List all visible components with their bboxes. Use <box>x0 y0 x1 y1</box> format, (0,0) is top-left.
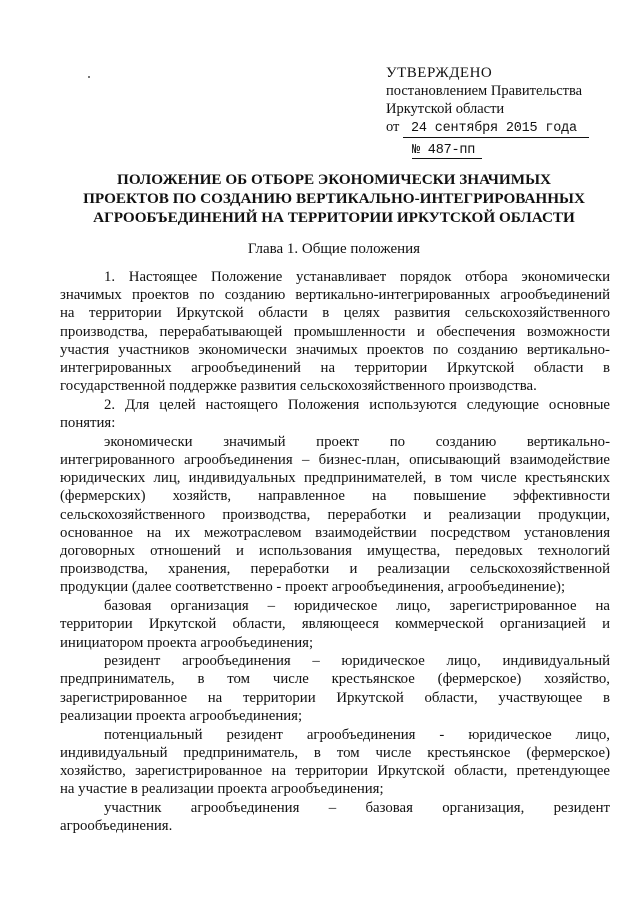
text-line: основанное на их межотраслевом взаимодействии посредством установления <box>60 524 610 541</box>
text-line: агрообъединения. <box>60 818 173 835</box>
scan-speck <box>88 76 90 78</box>
text-line: предприниматель, в том числе крестьянское (фермерское) хозяйство, <box>60 671 610 688</box>
text-line: экономически значимый проект по созданию вертикально- <box>104 433 610 450</box>
text-line: 2. Для целей настоящего Положения используются следующие основные <box>104 396 610 413</box>
text-line: юридических лиц, индивидуальных предпринимателей, в том числе крестьянских <box>60 470 610 487</box>
text-line: производства, перерабатывающей промышленности и обеспечения возможности <box>60 323 610 340</box>
text-line: инициатором проекта агрообъединения; <box>60 634 314 651</box>
text-line: резидент агрообъединения – юридическое лицо, индивидуальный <box>104 653 610 670</box>
text-line: государственной поддержке развития сельскохозяйственного производства. <box>60 378 537 395</box>
approval-number: № 487-пп <box>412 143 482 159</box>
definition-resident <box>60 652 610 725</box>
definition-potential-resident <box>60 726 610 799</box>
approval-date: 24 сентября 2015 года <box>403 121 589 138</box>
text-line: на участие в реализации проекта агрообъединения; <box>60 781 384 798</box>
definition-participant <box>60 799 610 835</box>
approval-line-2: Иркутской области <box>386 101 505 117</box>
approval-line-1: постановлением Правительства <box>386 83 583 99</box>
text-line: на территории Иркутской области в целях развития сельскохозяйственного <box>60 305 610 322</box>
text-line: договорных отношений и использования имущества, передовых технологий <box>60 543 610 560</box>
text-line: интегрированного агрообъединения – бизнес-план, описывающий взаимодействие <box>60 452 610 469</box>
text-line: хозяйство, зарегистрированное на территории Иркутской области, претендующее <box>60 762 610 779</box>
definition-project <box>60 433 610 597</box>
text-line: индивидуальный предприниматель, в том числе крестьянское (фермерское) <box>60 744 610 761</box>
document-title <box>60 170 608 227</box>
paragraph-1 <box>60 268 610 395</box>
text-line: реализации проекта агрообъединения; <box>60 707 303 724</box>
text-line: сельскохозяйственного производства, переработки и реализации продукции, <box>60 506 610 523</box>
text-line: 1. Настоящее Положение устанавливает порядок отбора экономически <box>104 269 610 285</box>
definition-base-organization <box>60 597 610 652</box>
document-body <box>60 268 610 836</box>
approval-title: УТВЕРЖДЕНО <box>386 65 493 81</box>
text-line: базовая организация – юридическое лицо, зарегистрированное на <box>104 598 610 615</box>
text-line: значимых проектов по созданию вертикально-интегрированных агрообъединений <box>60 287 610 304</box>
text-line: участник агрообъединения – базовая организация, резидент <box>104 799 610 816</box>
text-line: (фермерских) хозяйств, направленное на повышение эффективности <box>60 488 610 505</box>
paragraph-2 <box>60 396 610 432</box>
approval-date-row <box>386 118 616 138</box>
approval-number-row <box>386 140 616 159</box>
title-line: ПРОЕКТОВ ПО СОЗДАНИЮ ВЕРТИКАЛЬНО-ИНТЕГРИРОВАННЫХ <box>83 190 585 207</box>
title-line: АГРООБЪЕДИНЕНИЙ НА ТЕРРИТОРИИ ИРКУТСКОЙ ОБЛАСТИ <box>93 209 575 226</box>
chapter-heading: Глава 1. Общие положения <box>247 241 421 257</box>
approval-stamp <box>386 64 616 159</box>
title-line: ПОЛОЖЕНИЕ ОБ ОТБОРЕ ЭКОНОМИЧЕСКИ ЗНАЧИМЫХ <box>117 171 551 188</box>
text-line: потенциальный резидент агрообъединения - юридическое лицо, <box>104 726 610 743</box>
text-line: участия участников экономически значимых проектов по созданию вертикально- <box>60 341 610 358</box>
text-line: продукции (далее соответственно - проект агрообъединения, агрообъединение); <box>60 579 566 596</box>
text-line: зарегистрированное на территории Иркутской области, участвующее в <box>60 689 610 706</box>
text-line: территории Иркутской области, являющееся коммерческой организацией и <box>60 616 610 633</box>
text-line: интегрированных агрообъединений на территории Иркутской области в <box>60 360 610 377</box>
text-line: понятия: <box>60 415 116 432</box>
text-line: производства, хранения, переработки и реализации сельскохозяйственной <box>60 561 610 578</box>
approval-from-label: от <box>386 119 400 135</box>
